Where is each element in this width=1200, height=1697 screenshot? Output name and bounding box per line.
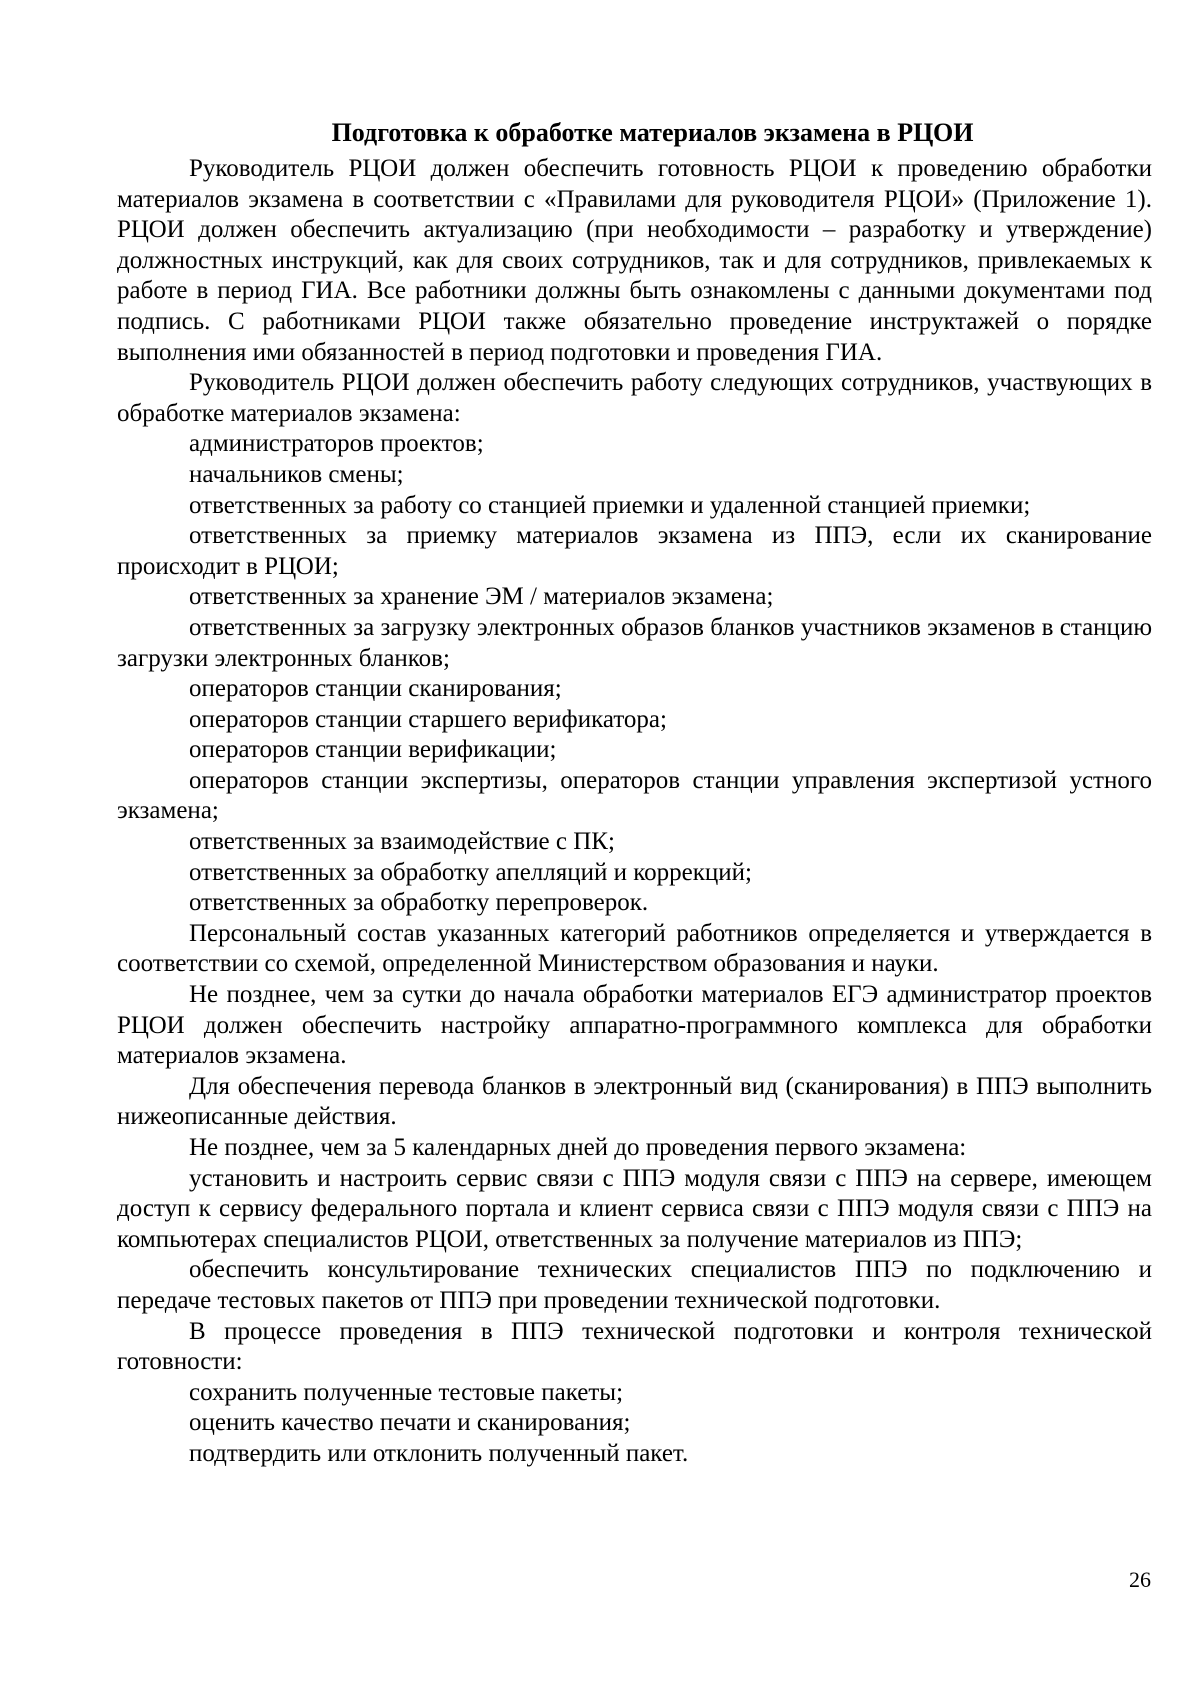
list-item: ответственных за взаимодействие с ПК; bbox=[189, 828, 615, 856]
list-item: ответственных за приемку материалов экзамена из ППЭ, если их сканирование происходит в РЦОИ; bbox=[117, 522, 1152, 580]
list-item: оценить качество печати и сканирования; bbox=[189, 1409, 631, 1437]
list-item: установить и настроить сервис связи с ППЭ модуля связи с ППЭ на сервере, имеющем доступ к сервису федерального портала и клиент сервиса связи с ППЭ модуля связи с ППЭ на компьютерах специалистов РЦОИ, ответственных за получение материалов из ППЭ; bbox=[117, 1164, 1152, 1253]
list-item: ответственных за работу со станцией приемки и удаленной станцией приемки; bbox=[189, 491, 1031, 519]
list-item: операторов станции верификации; bbox=[189, 736, 557, 764]
page-number: 26 bbox=[1129, 1567, 1151, 1592]
list-item: администраторов проектов; bbox=[189, 430, 484, 458]
paragraph: В процессе проведения в ППЭ технической подготовки и контроля технической готовности: bbox=[117, 1317, 1152, 1376]
list-item: ответственных за хранение ЭМ / материалов экзамена; bbox=[189, 583, 774, 611]
paragraph: Для обеспечения перевода бланков в электронный вид (сканирования) в ППЭ выполнить нижеописанные действия. bbox=[117, 1072, 1152, 1131]
document-title: Подготовка к обработке материалов экзамена в РЦОИ bbox=[331, 118, 974, 147]
list-item: обеспечить консультирование технических специалистов ППЭ по подключению и передаче тестовых пакетов от ППЭ при проведении технической подготовки. bbox=[117, 1256, 1152, 1314]
document-page bbox=[117, 117, 1152, 1470]
list-item: операторов станции старшего верификатора; bbox=[189, 705, 667, 733]
paragraph: Руководитель РЦОИ должен обеспечить готовность РЦОИ к проведению обработки материалов экзамена в соответствии с «Правилами для руководителя РЦОИ» (Приложение 1). РЦОИ должен обеспечить актуализацию (при необходимости – разработку и утверждение) должностных инструкций, как для своих сотрудников, так и для сотрудников, привлекаемых к работе в период ГИА. Все работники должны быть ознакомлены с данными документами под подпись. С работниками РЦОИ также обязательно проведение инструктажей о порядке выполнения ими обязанностей в период подготовки и проведения ГИА. bbox=[117, 155, 1152, 366]
paragraph: Персональный состав указанных категорий работников определяется и утверждается в соответствии со схемой, определенной Министерством образования и науки. bbox=[117, 919, 1152, 978]
list-item: ответственных за обработку перепроверок. bbox=[189, 889, 649, 917]
list-item: начальников смены; bbox=[189, 460, 404, 488]
paragraph: Не позднее, чем за 5 календарных дней до проведения первого экзамена: bbox=[189, 1134, 967, 1161]
paragraph: Не позднее, чем за сутки до начала обработки материалов ЕГЭ администратор проектов РЦОИ должен обеспечить настройку аппаратно-программного комплекса для обработки материалов экзамена. bbox=[117, 981, 1152, 1070]
list-item: подтвердить или отклонить полученный пакет. bbox=[189, 1439, 689, 1467]
list-item: операторов станции экспертизы, операторов станции управления экспертизой устного экзамена; bbox=[117, 766, 1152, 825]
list-item: операторов станции сканирования; bbox=[189, 675, 562, 703]
paragraph: Руководитель РЦОИ должен обеспечить работу следующих сотрудников, участвующих в обработке материалов экзамена: bbox=[117, 369, 1152, 427]
list-item: ответственных за загрузку электронных образов бланков участников экзаменов в станцию загрузки электронных бланков; bbox=[117, 613, 1152, 672]
list-item: ответственных за обработку апелляций и коррекций; bbox=[189, 858, 752, 886]
document-body bbox=[117, 154, 1152, 1470]
list-item: сохранить полученные тестовые пакеты; bbox=[189, 1378, 624, 1406]
